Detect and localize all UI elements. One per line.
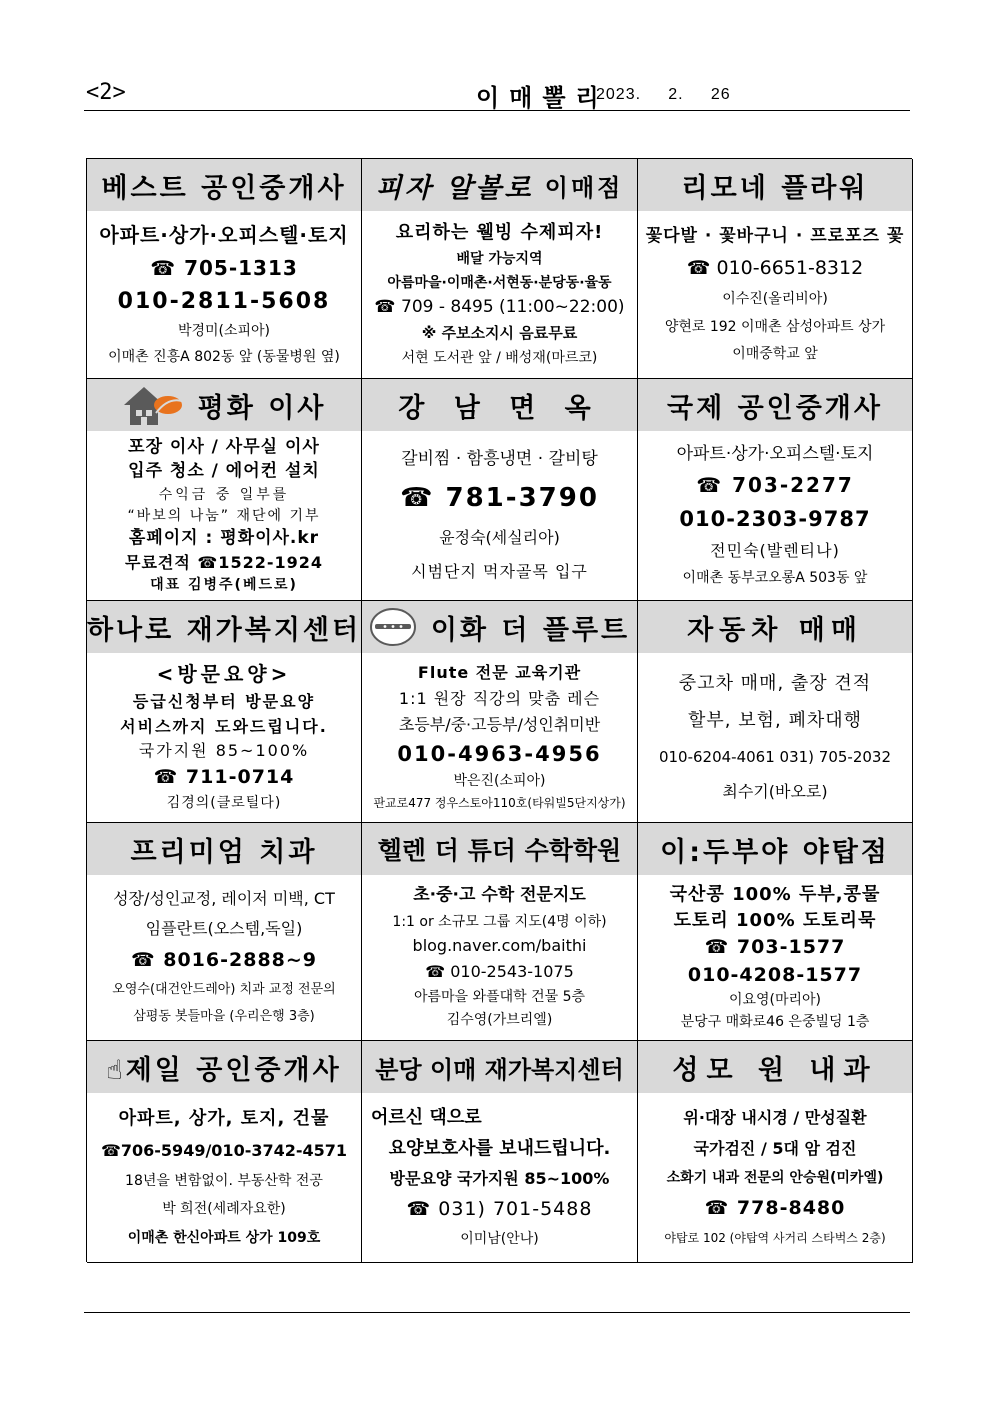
ad-phone: ☎ 031) 701-5488 — [406, 1197, 593, 1220]
ad-line: 1:1 or 소규모 그룹 지도(4명 이하) — [392, 913, 607, 930]
ad-address: 판교로477 정우스토아110호(타워빌5단지상가) — [373, 795, 626, 810]
ad-line: 아파트, 상가, 토지, 건물 — [118, 1108, 330, 1130]
ad-owner: 김경의(클로틸다) — [166, 795, 282, 812]
ad-title-branch: 이매점 — [533, 173, 624, 202]
ad-car-trade — [638, 601, 913, 823]
newsletter-title: 이매뽈리 — [476, 84, 609, 112]
ad-line: 어르신 댁으로 — [371, 1106, 482, 1128]
ad-line: 초등부/중·고등부/성인취미반 — [398, 714, 601, 734]
ad-line: 국가지원 85~100% — [138, 741, 310, 761]
ad-mobile: 010-4208-1577 — [687, 963, 863, 986]
ad-line: Flute 전문 교육기관 — [417, 663, 582, 683]
ad-phone: ☎ 778-8480 — [704, 1197, 846, 1220]
ad-line: 소화기 내과 전문의 안승원(미카엘) — [666, 1170, 884, 1187]
ad-address: 삼평동 봇들마을 (우리은행 3층) — [133, 1008, 315, 1024]
ad-jeil-realty — [87, 1041, 362, 1263]
ad-limone-flower — [638, 159, 913, 379]
ad-phone: ☎ 010-2543-1075 — [425, 961, 574, 981]
ad-line: 위·대장 내시경 / 만성질환 — [683, 1108, 867, 1128]
ad-phone: 무료견적 ☎1522-1924 — [124, 552, 324, 572]
ad-line: 요리하는 웰빙 수제피자! — [395, 221, 604, 243]
ad-title: 자동차 매매 — [638, 601, 912, 653]
ad-owner: 대표 김병주(베드로) — [150, 576, 298, 593]
ad-phone: 010-6204-4061 031) 705-2032 — [658, 747, 892, 766]
ad-title: 헬렌 더 튜더 수학학원 — [362, 823, 637, 875]
ad-line: 아파트·상가·오피스텔·토지 — [99, 223, 349, 248]
ad-seongmo-clinic — [638, 1041, 913, 1263]
ad-line: 아파트·상가·오피스텔·토지 — [676, 443, 874, 464]
ad-address: 이매중학교 앞 — [732, 346, 818, 363]
ad-phone: ☎ 711-0714 — [153, 766, 295, 789]
ad-title: 이:두부야 야탑점 — [638, 823, 912, 875]
ad-title-text: 이화 더 플루트 — [430, 614, 631, 646]
ad-line: 서비스까지 도와드립니다. — [120, 716, 328, 736]
ad-address: 양현로 192 이매촌 삼성아파트 상가 — [664, 318, 886, 335]
house-icon — [122, 383, 184, 427]
ad-line: 1:1 원장 직강의 맞춤 레슨 — [398, 689, 601, 709]
header-rule — [84, 110, 910, 111]
ad-address: 이매촌 진흥A 802동 앞 (동물병원 옆) — [108, 348, 340, 365]
ad-hanaro-care — [87, 601, 362, 823]
ad-line: 국가검진 / 5대 암 검진 — [693, 1138, 857, 1158]
ad-title: 베스트 공인중개사 — [87, 159, 361, 211]
page-header — [84, 80, 910, 110]
ad-phone: ☎706-5949/010-3742-4571 — [100, 1141, 348, 1161]
ad-owner: 박경미(소피아) — [177, 323, 271, 340]
ad-grid — [86, 158, 912, 1262]
ad-title-brand: 피자 알볼로 — [375, 172, 534, 204]
ad-line: 요양보호사를 보내드립니다. — [388, 1137, 611, 1159]
ad-owner: 박은진(소피아) — [453, 773, 546, 790]
ad-line: ※ 주보소지시 음료무료 — [421, 324, 578, 343]
ad-address: 서현 도서관 앞 / 배성재(마르코) — [401, 350, 598, 367]
issue-date: 2023. 2. 26 — [596, 86, 731, 103]
ad-international-realty — [638, 379, 913, 601]
ad-title: 국제 공인중개사 — [638, 379, 912, 431]
ad-title: 프리미엄 치과 — [87, 823, 361, 875]
ad-mobile: 010-4963-4956 — [397, 741, 602, 766]
ad-line: 배달 가능지역 — [456, 250, 543, 267]
ad-bundang-imae-care — [362, 1041, 638, 1263]
ad-premium-dental — [87, 823, 362, 1041]
ad-address: 이매촌 동부코오롱A 503동 앞 — [682, 569, 868, 586]
ad-title: 성모 원 내과 — [638, 1041, 912, 1093]
ad-mobile: 010-2811-5608 — [117, 288, 331, 314]
ad-phone: ☎ 703-2277 — [696, 473, 854, 498]
ad-line: “바보의 나눔” 재단에 기부 — [127, 508, 321, 524]
ad-phone: ☎ 781-3790 — [400, 483, 599, 514]
ad-line: 수익금 중 일부를 — [158, 486, 290, 503]
footer-rule — [84, 1312, 910, 1313]
ad-line: 18년을 변함없이. 부동산학 전공 — [125, 1172, 323, 1189]
ad-ewha-flute — [362, 601, 638, 823]
ad-owner: 윤정숙(세실리아) — [439, 528, 560, 548]
ad-owner: 최수기(바오로) — [722, 781, 828, 801]
ad-line: 국산콩 100% 두부,콩물 — [669, 883, 881, 905]
ad-address: 야탑로 102 (야탑역 사거리 스타벅스 2층) — [664, 1231, 886, 1246]
ad-line: 방문요양 국가지원 85~100% — [389, 1169, 610, 1189]
ad-line: 도토리 100% 도토리묵 — [673, 910, 877, 932]
ad-title: 강 남 면 옥 — [362, 379, 637, 431]
ad-address: 이매촌 한신아파트 상가 109호 — [127, 1229, 321, 1246]
ad-title: 리모네 플라워 — [638, 159, 912, 211]
ad-title: 하나로 재가복지센터 — [87, 601, 361, 653]
ad-line: 포장 이사 / 사무실 이사 — [128, 436, 320, 457]
page-number: <2> — [86, 80, 126, 105]
ad-pizza-alvolo — [362, 159, 638, 379]
ad-owner: 이미남(안나) — [460, 1231, 539, 1248]
ad-line: <방문요양> — [156, 662, 292, 687]
ad-best-realty — [87, 159, 362, 379]
ad-line: 성장/성인교정, 레이저 미백, CT — [113, 889, 335, 909]
ad-gangnam-noodle — [362, 379, 638, 601]
ad-address: 시범단지 먹자골목 입구 — [411, 561, 588, 581]
ad-line: 갈비찜 · 함흥냉면 · 갈비탕 — [401, 448, 598, 469]
ad-phone: ☎ 709 - 8495 (11:00~22:00) — [374, 297, 625, 318]
ad-owner: 박 희전(세례자요한) — [162, 1201, 286, 1218]
ad-title — [362, 159, 637, 211]
ad-peace-moving — [87, 379, 362, 601]
ad-line: 등급신청부터 방문요양 — [132, 691, 316, 711]
ad-title: ☝제일 공인중개사 — [87, 1041, 361, 1093]
ad-line: 초·중·고 수학 전문지도 — [413, 885, 586, 906]
ad-phone: ☎ 8016-2888~9 — [130, 949, 318, 971]
ad-owner: 오영수(대건안드레아) 치과 교정 전문의 — [112, 982, 336, 998]
ad-line: 중고차 매매, 출장 견적 — [678, 672, 872, 694]
ad-line: 할부, 보험, 폐차대행 — [688, 710, 862, 732]
ad-phone: ☎ 703-1577 — [704, 936, 846, 959]
ad-line: 꽃다발 · 꽃바구니 · 프로포즈 꽃 — [645, 225, 905, 246]
ad-address: 분당구 매화로46 은중빌딩 1층 — [680, 1014, 870, 1031]
ad-phone: ☎ 010-6651-8312 — [686, 256, 864, 279]
ad-title — [362, 601, 637, 653]
ad-owner: 김수영(가브리엘) — [446, 1012, 553, 1029]
ad-mobile: 010-2303-9787 — [679, 507, 871, 532]
ad-homepage: 홈페이지 : 평화이사.kr — [128, 528, 320, 549]
ad-address: 아름마을 와플대학 건물 5층 — [413, 988, 586, 1005]
ad-line: 입주 청소 / 에어컨 설치 — [128, 461, 320, 482]
ad-title — [87, 379, 361, 431]
ad-blog: blog.naver.com/baithi — [412, 936, 587, 956]
ad-owner: 전민숙(발렌티나) — [710, 540, 840, 560]
ad-line: 임플란트(오스템,독일) — [145, 919, 303, 939]
ad-idubuya-tofu — [638, 823, 913, 1041]
ad-owner: 이수진(올리비아) — [722, 291, 828, 308]
ad-phone: ☎ 705-1313 — [150, 255, 298, 280]
flute-icon — [369, 607, 417, 647]
ad-helen-math — [362, 823, 638, 1041]
ad-line: 아름마을·이매촌·서현동·분당동·율동 — [387, 274, 612, 291]
ad-title-text: 평화 이사 — [197, 392, 327, 424]
ad-owner: 이요영(마리아) — [728, 992, 822, 1009]
ad-title: 분당 이매 재가복지센터 — [362, 1041, 637, 1093]
